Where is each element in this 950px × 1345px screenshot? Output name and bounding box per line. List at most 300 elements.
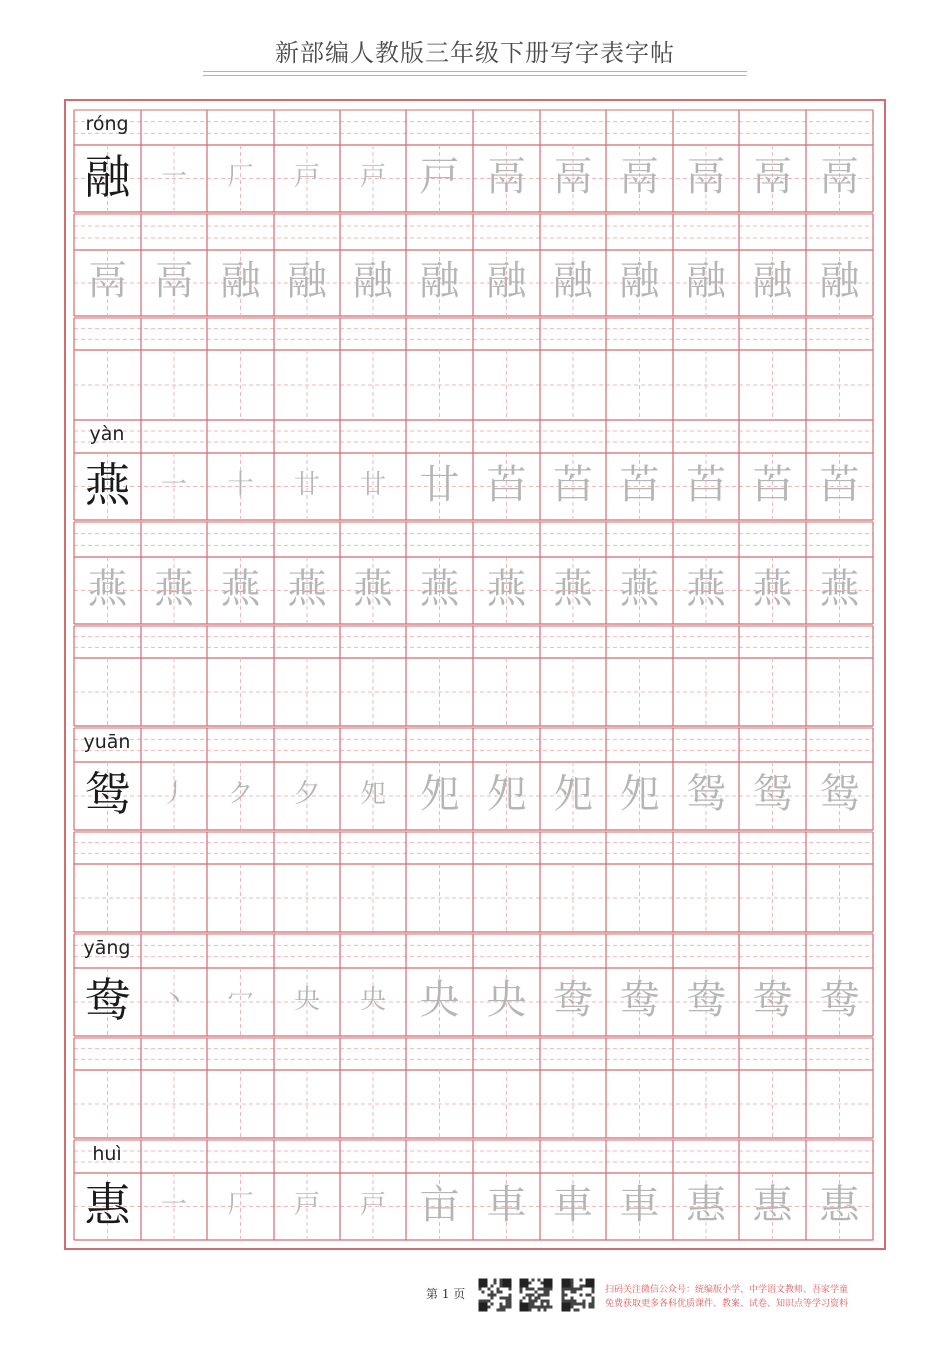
qr-module bbox=[586, 1285, 589, 1288]
trace-character: 一 bbox=[160, 161, 187, 192]
qr-module bbox=[550, 1282, 553, 1285]
qr-module bbox=[562, 1297, 565, 1300]
trace-character: 央 bbox=[359, 985, 386, 1015]
trace-character: 戸 bbox=[293, 1189, 320, 1220]
qr-module bbox=[529, 1309, 532, 1312]
qr-module bbox=[500, 1279, 503, 1282]
qr-module bbox=[571, 1279, 574, 1282]
qr-module bbox=[547, 1303, 550, 1306]
qr-module bbox=[500, 1309, 503, 1312]
qr-module bbox=[509, 1300, 512, 1303]
qr-module bbox=[503, 1279, 506, 1282]
qr-module bbox=[568, 1288, 571, 1291]
qr-module bbox=[547, 1306, 550, 1309]
qr-module bbox=[532, 1294, 535, 1297]
qr-module bbox=[526, 1303, 529, 1306]
trace-character: 車 bbox=[553, 1181, 593, 1228]
trace-character: 燕 bbox=[87, 565, 128, 612]
qr-module bbox=[541, 1288, 544, 1291]
qr-module bbox=[509, 1285, 512, 1288]
qr-module bbox=[535, 1306, 538, 1309]
qr-module bbox=[479, 1282, 482, 1285]
qr-module bbox=[523, 1285, 526, 1288]
trace-character: 鸯 bbox=[553, 977, 593, 1023]
qr-module bbox=[580, 1294, 583, 1297]
qr-module bbox=[592, 1279, 595, 1282]
qr-module bbox=[485, 1285, 488, 1288]
qr-module bbox=[506, 1297, 509, 1300]
qr-module bbox=[580, 1303, 583, 1306]
trace-character: 厂 bbox=[227, 1189, 254, 1220]
qr-module bbox=[547, 1300, 550, 1303]
qr-module bbox=[479, 1285, 482, 1288]
trace-character: 融 bbox=[287, 258, 327, 304]
qr-module bbox=[506, 1306, 509, 1309]
trace-character: 鬲 bbox=[553, 153, 593, 200]
trace-character: 丶 bbox=[160, 985, 187, 1015]
trace-character: 苩 bbox=[686, 461, 726, 508]
qr-module bbox=[503, 1309, 506, 1312]
qr-module bbox=[506, 1279, 509, 1282]
qr-module bbox=[488, 1300, 491, 1303]
qr-module bbox=[538, 1294, 541, 1297]
qr-module bbox=[535, 1297, 538, 1300]
qr-module bbox=[538, 1297, 541, 1300]
qr-module bbox=[526, 1279, 529, 1282]
qr-module bbox=[500, 1303, 503, 1306]
qr-module bbox=[520, 1285, 523, 1288]
qr-module bbox=[491, 1285, 494, 1288]
trace-character: 鬲 bbox=[752, 153, 793, 200]
qr-module bbox=[523, 1309, 526, 1312]
trace-character: 惠 bbox=[686, 1181, 726, 1228]
trace-character: 融 bbox=[220, 258, 261, 304]
qr-module bbox=[562, 1300, 565, 1303]
qr-module bbox=[565, 1309, 568, 1312]
trace-character: 燕 bbox=[154, 565, 194, 612]
qr-module bbox=[565, 1279, 568, 1282]
qr-module bbox=[544, 1282, 547, 1285]
qr-module bbox=[550, 1285, 553, 1288]
qr-module bbox=[592, 1300, 595, 1303]
trace-character: 燕 bbox=[220, 565, 261, 612]
qr-module bbox=[494, 1282, 497, 1285]
qr-module bbox=[479, 1300, 482, 1303]
qr-module bbox=[565, 1300, 568, 1303]
qr-module bbox=[503, 1297, 506, 1300]
trace-character: 夕 bbox=[293, 779, 320, 809]
qr-module bbox=[538, 1309, 541, 1312]
qr-module bbox=[592, 1282, 595, 1285]
model-character: 鸳 bbox=[84, 767, 131, 821]
qr-module bbox=[488, 1294, 491, 1297]
qr-module bbox=[583, 1303, 586, 1306]
qr-module bbox=[574, 1303, 577, 1306]
qr-module bbox=[503, 1306, 506, 1309]
qr-module bbox=[577, 1309, 580, 1312]
qr-module bbox=[535, 1300, 538, 1303]
qr-module bbox=[586, 1282, 589, 1285]
qr-module bbox=[574, 1300, 577, 1303]
qr-module bbox=[520, 1309, 523, 1312]
trace-character: 十 bbox=[227, 469, 254, 500]
qr-module bbox=[538, 1306, 541, 1309]
trace-character: 苩 bbox=[752, 461, 793, 508]
qr-module bbox=[568, 1279, 571, 1282]
qr-module bbox=[538, 1288, 541, 1291]
qr-module bbox=[544, 1279, 547, 1282]
qr-module bbox=[547, 1291, 550, 1294]
qr-module bbox=[529, 1303, 532, 1306]
qr-module bbox=[529, 1282, 532, 1285]
trace-character: 鸯 bbox=[619, 977, 660, 1023]
qr-module bbox=[547, 1279, 550, 1282]
qr-module bbox=[574, 1288, 577, 1291]
trace-character: 鬲 bbox=[686, 153, 726, 200]
trace-character: 融 bbox=[619, 258, 660, 304]
qr-module bbox=[547, 1294, 550, 1297]
trace-character: 夗 bbox=[359, 779, 386, 809]
qr-module bbox=[562, 1285, 565, 1288]
qr-module bbox=[547, 1288, 550, 1291]
trace-character: 車 bbox=[486, 1181, 527, 1228]
qr-module bbox=[580, 1288, 583, 1291]
qr-module bbox=[479, 1303, 482, 1306]
qr-module bbox=[568, 1285, 571, 1288]
qr-module bbox=[571, 1282, 574, 1285]
qr-module bbox=[571, 1300, 574, 1303]
qr-module bbox=[509, 1306, 512, 1309]
trace-character: 鸯 bbox=[686, 977, 726, 1023]
qr-module bbox=[497, 1291, 500, 1294]
pinyin-label: yàn bbox=[89, 423, 125, 445]
qr-code-icon bbox=[561, 1278, 595, 1312]
trace-character: 苩 bbox=[486, 461, 527, 508]
qr-module bbox=[482, 1300, 485, 1303]
trace-character: 鬲 bbox=[154, 258, 194, 304]
model-character: 鸯 bbox=[84, 973, 131, 1027]
page-title: 新部编人教版三年级下册写字表字帖 bbox=[275, 39, 675, 67]
qr-module bbox=[550, 1288, 553, 1291]
qr-module bbox=[580, 1285, 583, 1288]
qr-module bbox=[526, 1288, 529, 1291]
trace-character: 燕 bbox=[553, 565, 593, 612]
qr-module bbox=[544, 1294, 547, 1297]
qr-module bbox=[485, 1303, 488, 1306]
qr-module bbox=[565, 1294, 568, 1297]
trace-character: 丿 bbox=[160, 779, 187, 809]
trace-character: 央 bbox=[293, 985, 320, 1015]
trace-character: 燕 bbox=[752, 565, 793, 612]
trace-character: 戸 bbox=[419, 153, 460, 200]
trace-character: 夗 bbox=[619, 771, 660, 817]
qr-module bbox=[500, 1282, 503, 1285]
trace-character: 融 bbox=[353, 258, 393, 304]
qr-module bbox=[485, 1300, 488, 1303]
qr-module bbox=[574, 1309, 577, 1312]
qr-code-icon bbox=[519, 1278, 553, 1312]
qr-module bbox=[547, 1282, 550, 1285]
qr-module bbox=[568, 1309, 571, 1312]
qr-module bbox=[520, 1306, 523, 1309]
trace-character: 鸯 bbox=[819, 977, 860, 1023]
qr-module bbox=[568, 1282, 571, 1285]
qr-module bbox=[479, 1306, 482, 1309]
qr-module bbox=[488, 1306, 491, 1309]
pinyin-label: róng bbox=[85, 113, 129, 135]
qr-module bbox=[568, 1306, 571, 1309]
qr-module bbox=[571, 1303, 574, 1306]
qr-module bbox=[562, 1303, 565, 1306]
trace-character: 融 bbox=[819, 258, 860, 304]
trace-character: 惠 bbox=[819, 1181, 860, 1228]
qr-module bbox=[523, 1279, 526, 1282]
qr-module bbox=[565, 1285, 568, 1288]
qr-module bbox=[574, 1291, 577, 1294]
qr-module bbox=[535, 1291, 538, 1294]
qr-module bbox=[482, 1309, 485, 1312]
trace-character: 惠 bbox=[752, 1181, 793, 1228]
qr-module bbox=[529, 1300, 532, 1303]
qr-module bbox=[529, 1306, 532, 1309]
page-number: 第 1 页 bbox=[426, 1287, 466, 1301]
qr-module bbox=[479, 1279, 482, 1282]
qr-module bbox=[485, 1279, 488, 1282]
trace-character: 燕 bbox=[686, 565, 726, 612]
qr-module bbox=[479, 1288, 482, 1291]
qr-module bbox=[541, 1282, 544, 1285]
qr-module bbox=[482, 1306, 485, 1309]
qr-module bbox=[541, 1300, 544, 1303]
qr-module bbox=[562, 1288, 565, 1291]
qr-module bbox=[509, 1288, 512, 1291]
trace-character: 苩 bbox=[619, 461, 660, 508]
trace-character: 鸯 bbox=[752, 977, 793, 1023]
qr-module bbox=[568, 1303, 571, 1306]
qr-module bbox=[580, 1279, 583, 1282]
qr-module bbox=[482, 1291, 485, 1294]
trace-character: 戸 bbox=[293, 161, 320, 192]
trace-character: 鬲 bbox=[819, 153, 860, 200]
qr-module bbox=[565, 1303, 568, 1306]
trace-character: 燕 bbox=[287, 565, 327, 612]
qr-module bbox=[583, 1300, 586, 1303]
qr-module bbox=[529, 1294, 532, 1297]
qr-module bbox=[488, 1288, 491, 1291]
qr-module bbox=[571, 1285, 574, 1288]
qr-module bbox=[541, 1294, 544, 1297]
pinyin-label: yāng bbox=[83, 937, 131, 959]
trace-character: 廿 bbox=[359, 469, 386, 500]
qr-module bbox=[520, 1303, 523, 1306]
qr-module bbox=[565, 1282, 568, 1285]
qr-module bbox=[503, 1285, 506, 1288]
qr-module bbox=[589, 1282, 592, 1285]
qr-module bbox=[562, 1294, 565, 1297]
qr-module bbox=[500, 1291, 503, 1294]
qr-module bbox=[506, 1300, 509, 1303]
qr-module bbox=[589, 1306, 592, 1309]
trace-character: 燕 bbox=[619, 565, 660, 612]
qr-module bbox=[532, 1300, 535, 1303]
qr-module bbox=[520, 1279, 523, 1282]
qr-module bbox=[509, 1297, 512, 1300]
qr-module bbox=[544, 1291, 547, 1294]
qr-module bbox=[592, 1285, 595, 1288]
trace-character: 融 bbox=[752, 258, 793, 304]
qr-module bbox=[503, 1282, 506, 1285]
trace-character: ク bbox=[227, 779, 254, 809]
trace-character: 燕 bbox=[486, 565, 527, 612]
trace-character: 夗 bbox=[419, 771, 460, 817]
qr-module bbox=[509, 1279, 512, 1282]
trace-character: 央 bbox=[419, 977, 460, 1023]
qr-module bbox=[532, 1279, 535, 1282]
trace-character: 燕 bbox=[353, 565, 393, 612]
qr-module bbox=[500, 1285, 503, 1288]
qr-module bbox=[577, 1303, 580, 1306]
qr-module bbox=[583, 1306, 586, 1309]
qr-module bbox=[544, 1309, 547, 1312]
qr-module bbox=[494, 1294, 497, 1297]
qr-module bbox=[571, 1288, 574, 1291]
qr-module bbox=[509, 1303, 512, 1306]
qr-module bbox=[526, 1285, 529, 1288]
trace-character: 鸳 bbox=[686, 771, 726, 817]
pinyin-label: yuān bbox=[83, 731, 131, 753]
qr-module bbox=[589, 1294, 592, 1297]
qr-module bbox=[583, 1285, 586, 1288]
trace-character: 戸 bbox=[359, 161, 386, 192]
qr-module bbox=[529, 1288, 532, 1291]
qr-module bbox=[562, 1309, 565, 1312]
footer-note-line: 扫码关注微信公众号：统编版小学、中学语文教师、吾家学童 bbox=[605, 1285, 849, 1295]
qr-module bbox=[500, 1297, 503, 1300]
trace-character: 夗 bbox=[486, 771, 527, 817]
trace-character: 融 bbox=[686, 258, 726, 304]
trace-character: 鬲 bbox=[619, 153, 660, 200]
qr-module bbox=[577, 1288, 580, 1291]
qr-module bbox=[509, 1282, 512, 1285]
qr-module bbox=[532, 1306, 535, 1309]
qr-module bbox=[506, 1285, 509, 1288]
qr-module bbox=[541, 1306, 544, 1309]
trace-character: 車 bbox=[619, 1181, 660, 1228]
qr-module bbox=[550, 1279, 553, 1282]
qr-module bbox=[520, 1282, 523, 1285]
qr-module bbox=[526, 1294, 529, 1297]
qr-module bbox=[571, 1306, 574, 1309]
qr-module bbox=[479, 1309, 482, 1312]
qr-module bbox=[568, 1300, 571, 1303]
qr-module bbox=[485, 1306, 488, 1309]
qr-module bbox=[485, 1309, 488, 1312]
qr-module bbox=[491, 1303, 494, 1306]
qr-module bbox=[497, 1309, 500, 1312]
qr-module bbox=[544, 1300, 547, 1303]
trace-character: 融 bbox=[486, 258, 527, 304]
qr-module bbox=[500, 1306, 503, 1309]
qr-module bbox=[494, 1279, 497, 1282]
trace-character: 廿 bbox=[419, 461, 460, 508]
trace-character: 苩 bbox=[553, 461, 593, 508]
qr-module bbox=[532, 1288, 535, 1291]
footer-note-line: 免费获取更多各科优质课件、教案、试卷、知识点等学习资料 bbox=[605, 1299, 849, 1309]
qr-module bbox=[523, 1306, 526, 1309]
qr-module bbox=[523, 1303, 526, 1306]
trace-character: 一 bbox=[160, 1189, 187, 1220]
trace-character: 央 bbox=[486, 977, 527, 1023]
qr-module bbox=[592, 1303, 595, 1306]
model-character: 燕 bbox=[84, 457, 131, 512]
qr-module bbox=[544, 1288, 547, 1291]
trace-character: 鸳 bbox=[752, 771, 793, 817]
qr-module bbox=[520, 1288, 523, 1291]
qr-module bbox=[509, 1294, 512, 1297]
qr-module bbox=[589, 1303, 592, 1306]
qr-module bbox=[547, 1285, 550, 1288]
qr-module bbox=[526, 1282, 529, 1285]
qr-module bbox=[550, 1306, 553, 1309]
qr-module bbox=[482, 1279, 485, 1282]
qr-module bbox=[565, 1288, 568, 1291]
qr-module bbox=[592, 1306, 595, 1309]
qr-module bbox=[592, 1291, 595, 1294]
trace-character: 苩 bbox=[819, 461, 860, 508]
qr-module bbox=[538, 1279, 541, 1282]
trace-character: 燕 bbox=[419, 565, 460, 612]
qr-module bbox=[592, 1288, 595, 1291]
qr-module bbox=[482, 1303, 485, 1306]
trace-character: 厂 bbox=[227, 161, 254, 192]
footer-note bbox=[605, 1283, 875, 1311]
qr-module bbox=[592, 1297, 595, 1300]
qr-module bbox=[520, 1300, 523, 1303]
qr-module bbox=[491, 1291, 494, 1294]
qr-module bbox=[491, 1294, 494, 1297]
trace-character: 廿 bbox=[293, 469, 320, 500]
trace-character: 鬲 bbox=[87, 258, 128, 304]
model-character: 融 bbox=[84, 149, 131, 204]
qr-module bbox=[482, 1285, 485, 1288]
qr-code-icon bbox=[478, 1278, 512, 1312]
qr-module bbox=[520, 1291, 523, 1294]
qr-module bbox=[532, 1303, 535, 1306]
qr-module bbox=[562, 1279, 565, 1282]
qr-module bbox=[506, 1303, 509, 1306]
qr-module bbox=[562, 1291, 565, 1294]
trace-character: 鬲 bbox=[486, 153, 527, 200]
qr-module bbox=[571, 1297, 574, 1300]
trace-character: 燕 bbox=[819, 565, 860, 612]
qr-module bbox=[482, 1282, 485, 1285]
qr-module bbox=[523, 1297, 526, 1300]
model-character: 惠 bbox=[84, 1177, 131, 1232]
trace-character: 亩 bbox=[419, 1181, 460, 1228]
trace-character: 冖 bbox=[227, 985, 254, 1015]
qr-module bbox=[541, 1303, 544, 1306]
qr-module bbox=[589, 1285, 592, 1288]
qr-module bbox=[586, 1294, 589, 1297]
qr-module bbox=[586, 1279, 589, 1282]
qr-module bbox=[526, 1306, 529, 1309]
qr-module bbox=[562, 1282, 565, 1285]
qr-module bbox=[526, 1309, 529, 1312]
trace-character: 融 bbox=[553, 258, 593, 304]
trace-character: 戸 bbox=[359, 1189, 386, 1220]
qr-module bbox=[506, 1282, 509, 1285]
qr-module bbox=[571, 1291, 574, 1294]
